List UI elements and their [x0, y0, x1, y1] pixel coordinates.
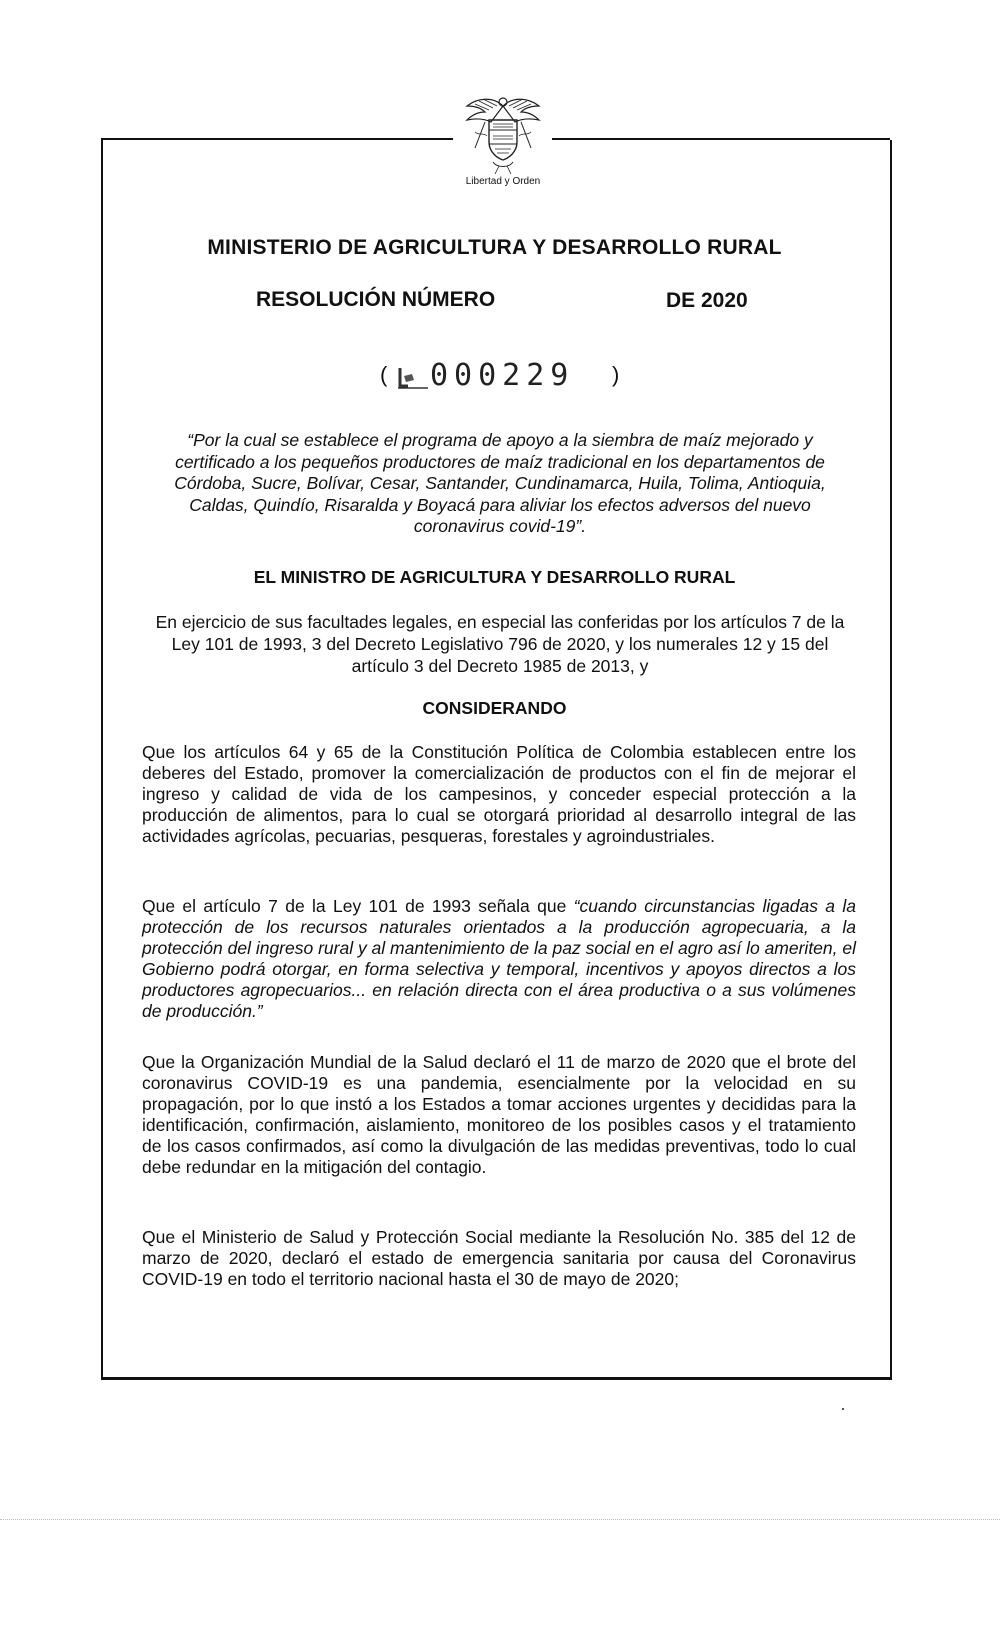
paragraph-3: Que la Organización Mundial de la Salud declaró el 11 de marzo de 2020 que el brote del coronavirus COVID-19 es una pandemia, esencialmente por la velocidad en su propagación, por lo que instó a los Estados a tomar acciones urgentes y decididas para la identificación, confirmación, aislamiento, monitoreo de los posibles casos y el tratamiento de los casos confirmados, así como la divulgación de las medidas preventivas, todo lo cual debe redundar en la mitigación del contagio.: [142, 1052, 856, 1177]
considerando-heading: CONSIDERANDO: [422, 698, 567, 718]
preamble: En ejercicio de sus facultades legales, en especial las conferidas por los artículos 7 de la Ley 101 de 1993, 3 del Decreto Legislativo 796 de 2020, y los numerales 12 y 15 del artículo 3 del Decreto 1985 de 2013, y: [155, 612, 845, 676]
minister-heading: EL MINISTRO DE AGRICULTURA Y DESARROLLO RURAL: [253, 567, 736, 587]
scan-dotted-line: [0, 1519, 1000, 1520]
stamp-mark-icon: [394, 364, 430, 394]
paragraph-2: [142, 896, 856, 1022]
paren-open: (: [380, 362, 388, 387]
resolution-label: RESOLUCIÓN NÚMERO: [256, 288, 496, 311]
resolution-year: DE 2020: [666, 289, 748, 312]
paragraph-2-lead: Que el artículo 7 de la Ley 101 de 1993 señala que: [142, 896, 574, 916]
paren-close: ): [612, 362, 620, 387]
coat-of-arms-seal: [455, 92, 551, 188]
epigraph: “Por la cual se establece el programa de apoyo a la siembra de maíz mejorado y certificado a los pequeños productores de maíz tradicional en los departamentos de Córdoba, Sucre, Bolívar, Cesar, Santander, Cundinamarca, Huila, Tolima, Antioquia, Caldas, Quindío, Risaralda y Boyacá para aliviar los efectos adversos del nuevo coronavirus covid-19”.: [174, 430, 826, 536]
paragraph-2-quote: “cuando circunstancias ligadas a la protección de los recursos naturales orientados a la producción agropecuaria, a la protección del ingreso rural y al mantenimiento de la paz social en el agro así lo ameriten, el Gobierno podrá otorgar, en forma selectiva y temporal, incentivos y apoyos directos a los productores agropecuarios... en relación directa con el área productiva o a sus volúmenes de producción.”: [142, 896, 856, 1021]
resolution-number: 000229: [430, 358, 575, 393]
ministry-title: MINISTERIO DE AGRICULTURA Y DESARROLLO RURAL: [207, 236, 782, 259]
paragraph-1: Que los artículos 64 y 65 de la Constitución Política de Colombia establecen entre los deberes del Estado, promover la comercialización de productos con el fin de mejorar el ingreso y calidad de vida de los campesinos, y conceder especial protección a la producción de alimentos, para lo cual se otorgará prioridad al desarrollo integral de las actividades agrícolas, pecuarias, pesqueras, forestales y agroindustriales.: [142, 742, 856, 846]
paragraph-4: Que el Ministerio de Salud y Protección Social mediante la Resolución No. 385 del 12 de marzo de 2020, declaró el estado de emergencia sanitaria por causa del Coronavirus COVID-19 en todo el territorio nacional hasta el 30 de mayo de 2020;: [142, 1227, 856, 1289]
scan-speck: [842, 1408, 844, 1410]
seal-motto: Libertad y Orden: [465, 176, 541, 187]
coat-of-arms-icon: [455, 92, 551, 178]
